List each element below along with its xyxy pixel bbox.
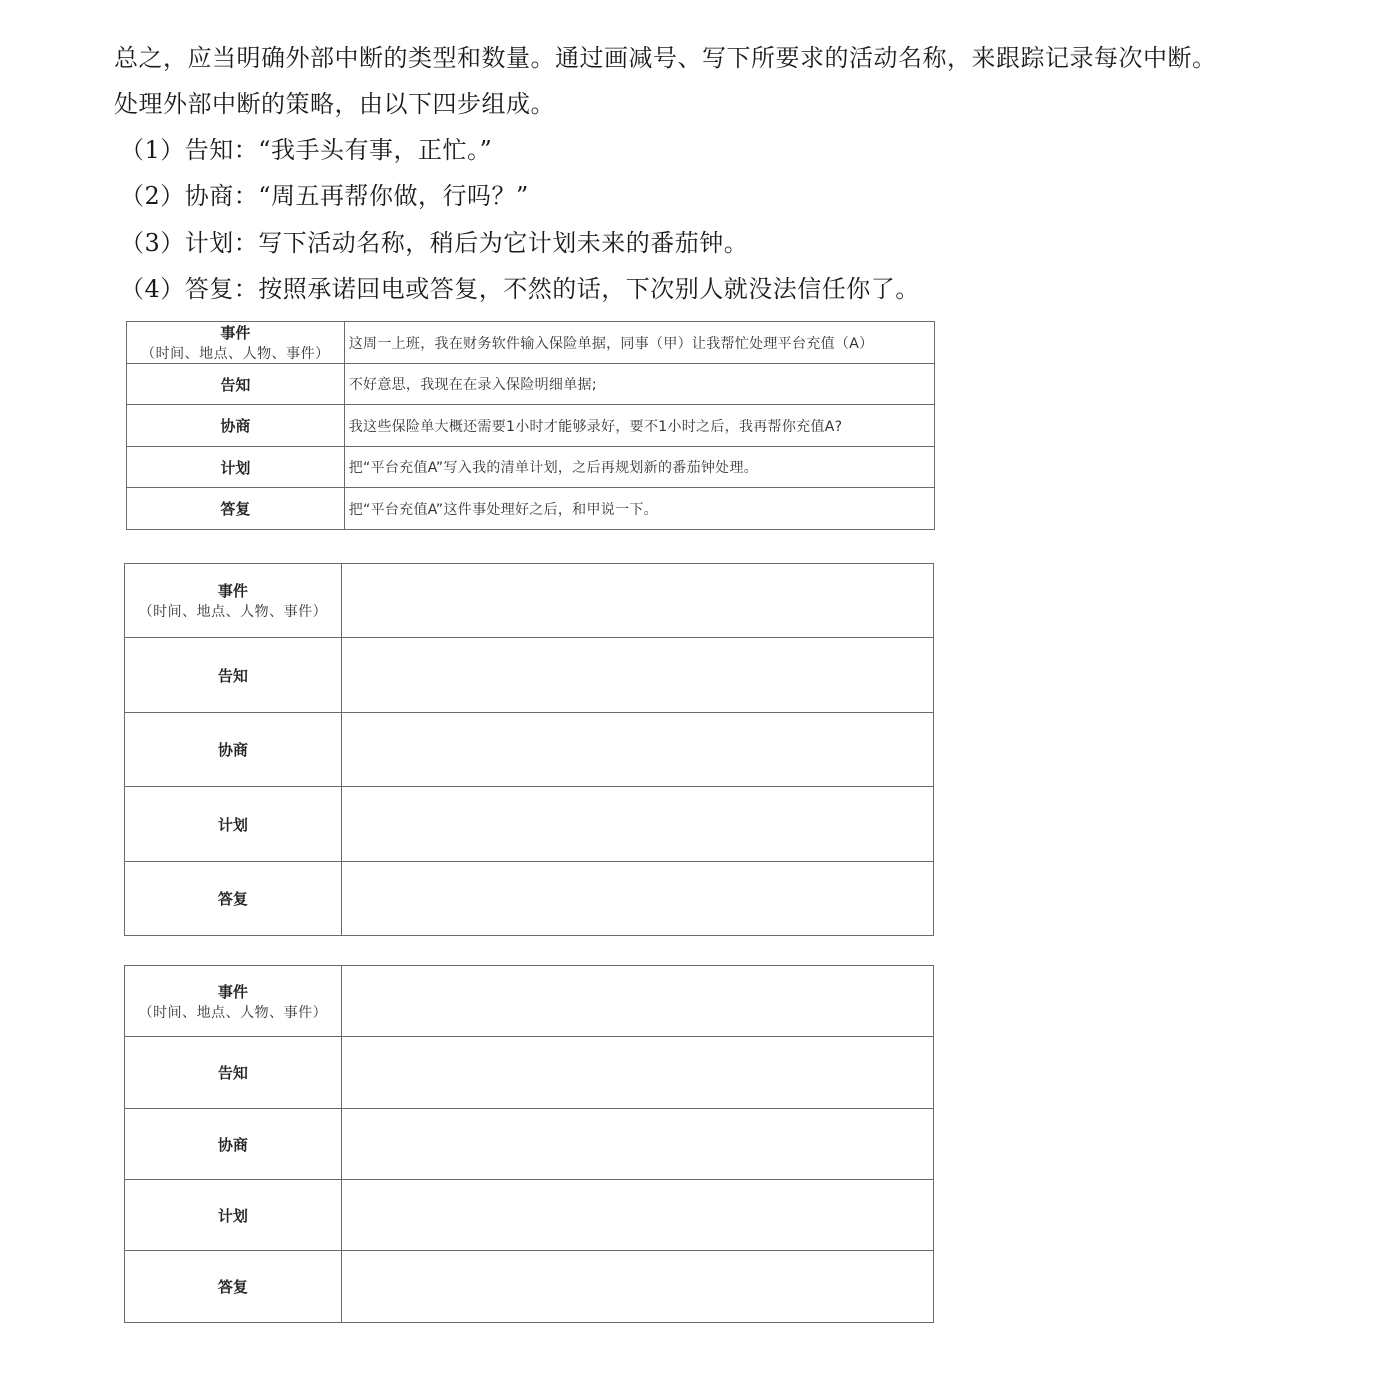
negotiate-input-cell[interactable] xyxy=(341,713,933,787)
table-row-plan xyxy=(127,447,935,488)
negotiate-label: 协商 xyxy=(125,713,342,787)
event-label: 事件 xyxy=(217,582,248,600)
table-row-event xyxy=(125,564,934,638)
step-reply: （4）答复：按照承诺回电或答复，不然的话，下次别人就没法信任你了。 xyxy=(120,275,920,303)
intro-line-2: 处理外部中断的策略，由以下四步组成。 xyxy=(114,90,555,118)
table-row-reply xyxy=(125,862,934,936)
reply-label: 答复 xyxy=(125,862,342,936)
table-row-negotiate xyxy=(125,713,934,787)
example-interruption-table xyxy=(126,321,935,530)
reply-label: 答复 xyxy=(127,488,345,530)
plan-value: 把“平台充值A”写入我的清单计划，之后再规划新的番茄钟处理。 xyxy=(344,447,934,488)
event-label: 事件 xyxy=(217,982,248,1001)
event-label-cell xyxy=(125,564,342,638)
event-input-cell[interactable] xyxy=(341,966,933,1037)
table-row-inform xyxy=(125,1037,934,1109)
step-inform: （1）告知：“我手头有事，正忙。” xyxy=(120,136,493,164)
event-sublabel: （时间、地点、人物、事件） xyxy=(141,346,330,362)
reply-input-cell[interactable] xyxy=(341,862,933,936)
inform-label: 告知 xyxy=(125,638,342,713)
intro-line-1: 总之，应当明确外部中断的类型和数量。通过画减号、写下所要求的活动名称，来跟踪记录每次中断。 xyxy=(114,44,1217,72)
event-sublabel: （时间、地点、人物、事件） xyxy=(138,1004,328,1021)
plan-input-cell[interactable] xyxy=(341,1180,933,1251)
event-label-cell xyxy=(125,966,342,1037)
event-input-cell[interactable] xyxy=(341,564,933,638)
blank-interruption-table-2 xyxy=(124,965,934,1323)
reply-value: 把“平台充值A”这件事处理好之后，和甲说一下。 xyxy=(344,488,934,530)
table-row-plan xyxy=(125,1180,934,1251)
event-label-cell xyxy=(127,322,345,364)
table-row-event xyxy=(125,966,934,1037)
table-row-negotiate xyxy=(127,405,935,447)
inform-input-cell[interactable] xyxy=(341,1037,933,1109)
reply-input-cell[interactable] xyxy=(341,1251,933,1323)
negotiate-value: 我这些保险单大概还需要1小时才能够录好，要不1小时之后，我再帮你充值A? xyxy=(344,405,934,447)
step-plan: （3）计划：写下活动名称，稍后为它计划未来的番茄钟。 xyxy=(120,229,749,257)
plan-label: 计划 xyxy=(125,787,342,862)
inform-input-cell[interactable] xyxy=(341,638,933,713)
step-negotiate: （2）协商：“周五再帮你做，行吗？” xyxy=(120,182,529,210)
table-row-reply xyxy=(125,1251,934,1323)
negotiate-label: 协商 xyxy=(127,405,345,447)
table-row-inform xyxy=(127,364,935,405)
plan-input-cell[interactable] xyxy=(341,787,933,862)
table-row-reply xyxy=(127,488,935,530)
table-row-negotiate xyxy=(125,1109,934,1180)
inform-label: 告知 xyxy=(125,1037,342,1109)
plan-label: 计划 xyxy=(127,447,345,488)
reply-label: 答复 xyxy=(125,1251,342,1323)
plan-label: 计划 xyxy=(125,1180,342,1251)
event-label: 事件 xyxy=(220,324,251,342)
blank-interruption-table-1 xyxy=(124,563,934,936)
event-value: 这周一上班，我在财务软件输入保险单据，同事（甲）让我帮忙处理平台充值（A） xyxy=(344,322,934,364)
negotiate-input-cell[interactable] xyxy=(341,1109,933,1180)
table-row-inform xyxy=(125,638,934,713)
event-sublabel: （时间、地点、人物、事件） xyxy=(138,604,328,620)
inform-value: 不好意思，我现在在录入保险明细单据; xyxy=(344,364,934,405)
inform-label: 告知 xyxy=(127,364,345,405)
negotiate-label: 协商 xyxy=(125,1109,342,1180)
table-row-plan xyxy=(125,787,934,862)
table-row-event xyxy=(127,322,935,364)
